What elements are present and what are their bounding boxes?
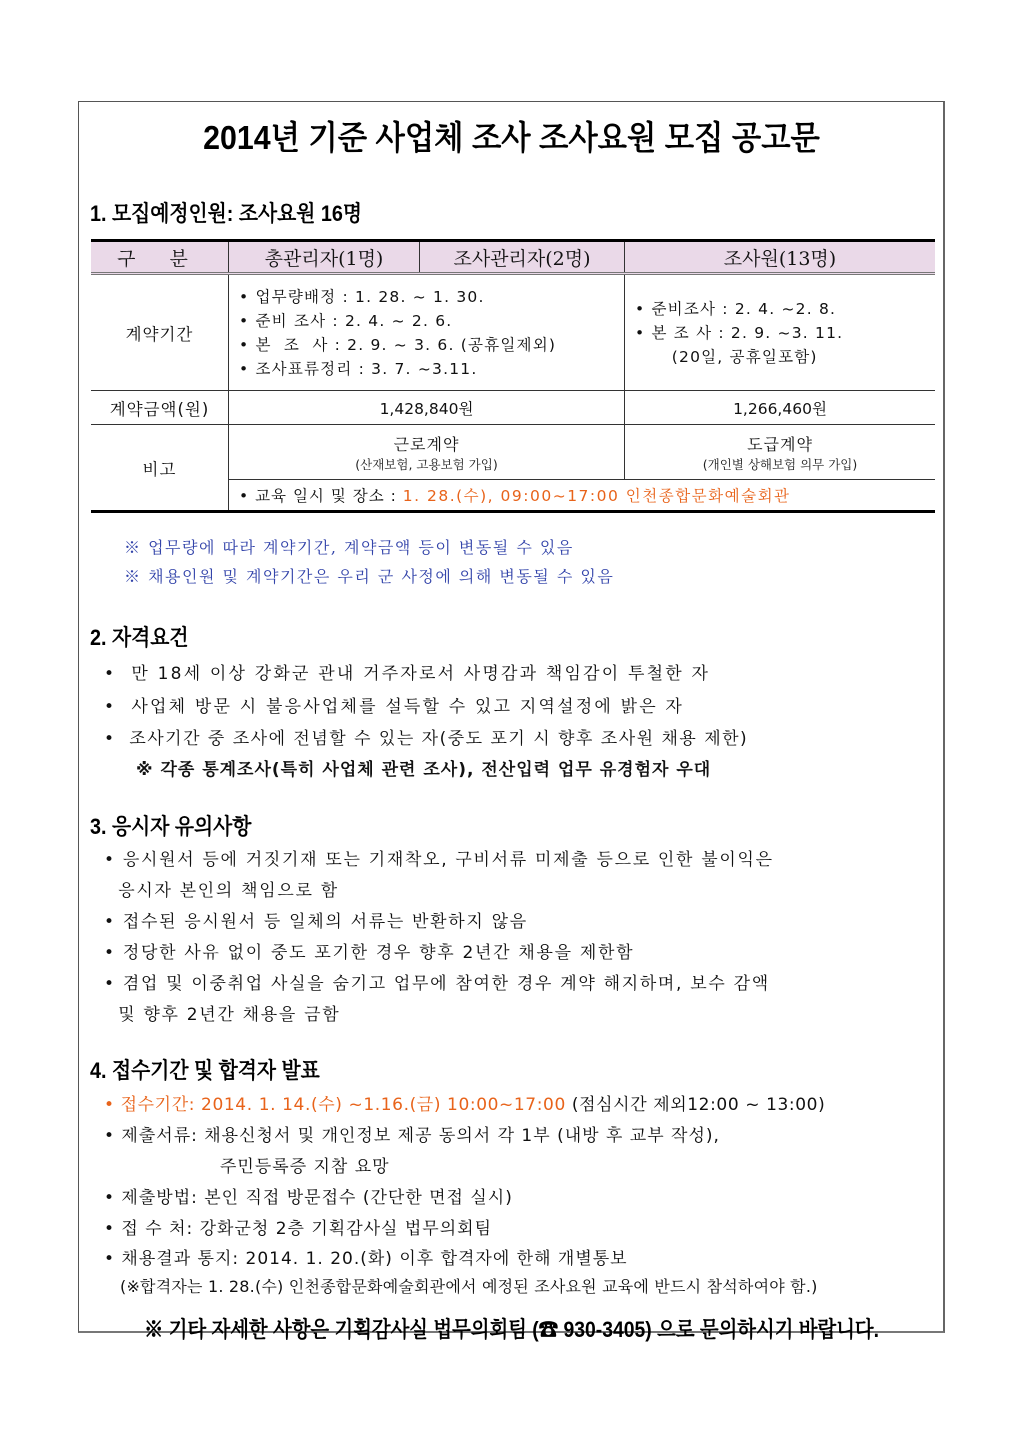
page-title: 2014년 기준 사업체 조사 조사요원 모집 공고문 [203, 119, 820, 156]
surveyors-period-cell [625, 274, 936, 391]
table-header-row [91, 241, 935, 274]
caution-item: • 정당한 사유 없이 중도 포기한 경우 향후 2년간 채용을 제한함 [104, 943, 635, 963]
contact-phone: 930-3405) 으로 문의하시기 바랍니다. [558, 1317, 879, 1342]
header-survey-manager: 조사관리자(2명) [420, 241, 625, 274]
telephone-icon: ☎ [538, 1317, 559, 1342]
caution-item: • 겸업 및 이중취업 사실을 숨기고 업무에 참여한 경우 계약 해지하며, 보수 감액 [104, 974, 770, 994]
note-2: ※ 채용인원 및 계약기간은 우리 군 사정에 의해 변동될 수 있음 [124, 567, 615, 586]
table-row-contract-amount [91, 391, 935, 425]
section1-heading: 1. 모집예정인원: 조사요원 16명 [90, 201, 363, 226]
section4-heading: 4. 접수기간 및 합격자 발표 [90, 1058, 320, 1083]
result-notice: • 채용결과 통지: 2014. 1. 20.(화) 이후 합격자에 한해 개별통보 [104, 1249, 628, 1269]
period-item: • 본 조 사 : 2. 9. ~ 3. 6. (공휴일제외) [239, 335, 557, 354]
preference-note: ※ 각종 통계조사(특히 사업체 관련 조사), 전산입력 업무 유경험자 우대 [136, 760, 712, 780]
requirement-item: • 만 18세 이상 강화군 관내 거주자로서 사명감과 책임감이 투철한 자 [104, 664, 711, 684]
recruitment-table [91, 239, 935, 513]
period-item: • 준비조사 : 2. 4. ~2. 8. [635, 299, 837, 318]
submission-place: • 접 수 처: 강화군청 2층 기획감사실 법무의회팀 [104, 1219, 492, 1239]
section2-heading: 2. 자격요건 [90, 625, 189, 650]
managers-contract-type: 근로계약 [393, 434, 460, 454]
required-documents: • 제출서류: 채용신청서 및 개인정보 제공 동의서 각 1부 (내방 후 교부 작성), [104, 1126, 720, 1146]
table-row-remarks [91, 425, 935, 480]
application-period-dates: • 접수기간: 2014. 1. 14.(수) ~1.16.(금) 10:00~17:00 [104, 1095, 566, 1115]
managers-contract-detail: (산재보험, 고용보험 가입) [355, 456, 498, 472]
application-period [104, 1090, 825, 1115]
header-surveyor: 조사원(13명) [625, 241, 936, 274]
header-category: 구 분 [91, 241, 229, 274]
training-label: • 교육 일시 및 장소 : [239, 487, 403, 505]
period-item: • 업무량배정 : 1. 28. ~ 1. 30. [239, 287, 485, 306]
training-cell [229, 480, 936, 512]
managers-period-cell [229, 274, 625, 391]
period-item: • 준비 조사 : 2. 4. ~ 2. 6. [239, 311, 453, 330]
surveyors-contract-type: 도급계약 [747, 434, 813, 454]
table-row-contract-period [91, 274, 935, 391]
period-item: • 조사표류정리 : 3. 7. ~3.11. [239, 359, 478, 378]
note-1: ※ 업무량에 따라 계약기간, 계약금액 등이 변동될 수 있음 [124, 538, 574, 557]
requirement-item: • 사업체 방문 시 불응사업체를 설득할 수 있고 지역설정에 밝은 자 [104, 697, 685, 717]
caution-item: • 접수된 응시원서 등 일체의 서류는 반환하지 않음 [104, 912, 528, 932]
label-contract-amount: 계약금액(원) [91, 391, 229, 425]
submission-method: • 제출방법: 본인 직접 방문접수 (간단한 면접 실시) [104, 1188, 513, 1208]
caution-item: • 응시원서 등에 거짓기재 또는 기재착오, 구비서류 미제출 등으로 인한 불이익은 [104, 850, 774, 870]
required-documents-cont: 주민등록증 지참 요망 [220, 1157, 390, 1177]
header-general-manager: 총관리자(1명) [229, 241, 420, 274]
surveyors-contract-detail: (개인별 상해보험 의무 가입) [702, 456, 858, 472]
managers-amount: 1,428,840원 [229, 391, 625, 425]
caution-item: 응시자 본인의 책임으로 함 [104, 881, 339, 901]
contact-prefix: ※ 기타 자세한 사항은 기획감사실 법무의회팀 ( [144, 1317, 539, 1342]
contact-note [130, 1313, 893, 1344]
requirement-item: • 조사기간 중 조사에 전념할 수 있는 자(중도 포기 시 향후 조사원 채용 제한) [104, 729, 749, 749]
training-value: 1. 28.(수), 09:00~17:00 인천종합문화예술회관 [402, 487, 791, 505]
label-contract-period: 계약기간 [91, 274, 229, 391]
caution-item: 및 향후 2년간 채용을 금함 [104, 1005, 341, 1025]
surveyors-amount: 1,266,460원 [625, 391, 936, 425]
section3-heading: 3. 응시자 유의사항 [90, 814, 252, 839]
managers-remarks-cell [229, 425, 625, 480]
period-item: • 본 조 사 : 2. 9. ~3. 11. [635, 323, 844, 342]
lunch-exclusion: (점심시간 제외12:00 ~ 13:00) [565, 1095, 826, 1115]
period-item: (20일, 공휴일포함) [635, 347, 818, 366]
surveyors-remarks-cell [625, 425, 936, 480]
label-remarks: 비고 [91, 425, 229, 512]
result-note: (※합격자는 1. 28.(수) 인천종합문화예술회관에서 예정된 조사요원 교육에 반드시 참석하여야 함.) [120, 1277, 818, 1296]
